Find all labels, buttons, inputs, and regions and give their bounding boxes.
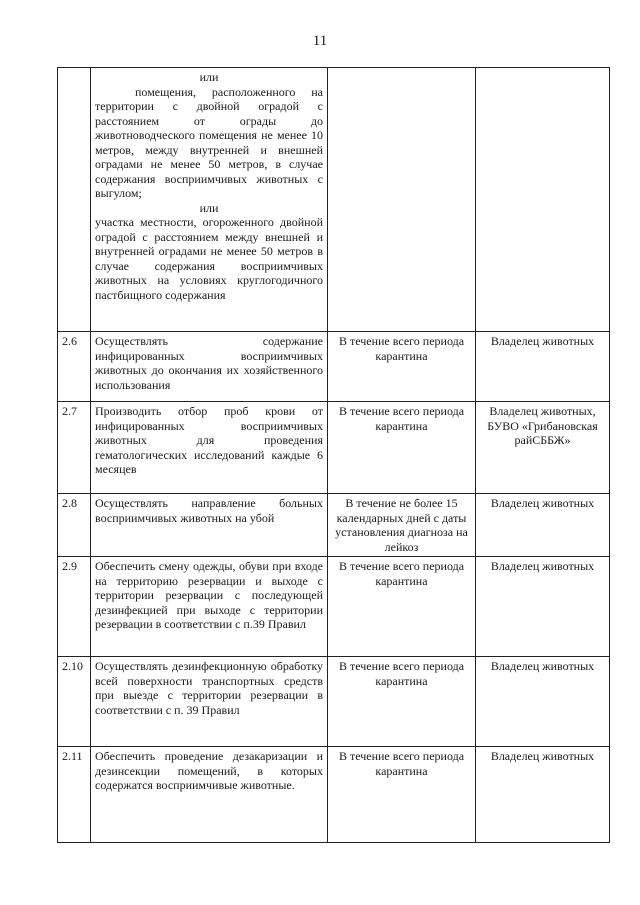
text-line: помещения, расположенного на территории с двойной оградой с расстоянием от ограды до животноводческого помещения не менее 10 метров, между внутренней и внешней оградами не менее 50 метров, в случае содержания восприимчивых животных с выгулом; bbox=[95, 84, 323, 200]
table-row bbox=[58, 402, 610, 494]
row-number-cell bbox=[58, 68, 91, 332]
responsible-cell: Владелец животных bbox=[476, 747, 610, 843]
term-cell bbox=[328, 68, 476, 332]
measure-cell: Обеспечить проведение дезакаризации и дезинсекции помещений, в которых содержатся восприимчивые животные. bbox=[91, 747, 328, 843]
term-cell: В течение всего периода карантина bbox=[328, 747, 476, 843]
text-line: участка местности, огороженного двойной оградой с расстоянием между внешней и внутренней оградами не менее 50 метров в случае содержания восприимчивых животных на условиях круглогодичного пастбищного содержания bbox=[95, 215, 323, 302]
text-line: или bbox=[199, 200, 219, 215]
responsible-cell: Владелец животных bbox=[476, 657, 610, 747]
measure-cell: Осуществлять направление больных восприимчивых животных на убой bbox=[91, 494, 328, 557]
table-row bbox=[58, 332, 610, 402]
term-cell: В течение всего периода карантина bbox=[328, 657, 476, 747]
row-number-cell: 2.7 bbox=[58, 402, 91, 494]
table-row bbox=[58, 557, 610, 657]
term-cell: В течение не более 15 календарных дней с даты установления диагноза на лейкоз bbox=[328, 494, 476, 557]
measure-cell: Осуществлять содержание инфицированных восприимчивых животных до окончания их хозяйственного использования bbox=[91, 332, 328, 402]
measure-cell: Осуществлять дезинфекционную обработку всей поверхности транспортных средств при выезде с территории резервации в соответствии с п. 39 Правил bbox=[91, 657, 328, 747]
table-row bbox=[58, 68, 610, 332]
measure-cell: Обеспечить смену одежды, обуви при входе на территорию резервации и выходе с территории резервации с последующей дезинфекцией при выходе с территории резервации в соответствии с п.39 Правил bbox=[91, 557, 328, 657]
responsible-cell bbox=[476, 68, 610, 332]
table-row bbox=[58, 494, 610, 557]
responsible-cell: Владелец животных, БУВО «Грибановская райСББЖ» bbox=[476, 402, 610, 494]
measure-cell bbox=[91, 68, 328, 332]
row-number-cell: 2.9 bbox=[58, 557, 91, 657]
row-number-cell: 2.11 bbox=[58, 747, 91, 843]
responsible-cell: Владелец животных bbox=[476, 494, 610, 557]
row-number-cell: 2.8 bbox=[58, 494, 91, 557]
measures-table bbox=[57, 67, 610, 843]
term-cell: В течение всего периода карантина bbox=[328, 557, 476, 657]
responsible-cell: Владелец животных bbox=[476, 557, 610, 657]
term-cell: В течение всего периода карантина bbox=[328, 332, 476, 402]
row-number-cell: 2.6 bbox=[58, 332, 91, 402]
table-row bbox=[58, 747, 610, 843]
row-number-cell: 2.10 bbox=[58, 657, 91, 747]
measure-cell: Производить отбор проб крови от инфицированных восприимчивых животных для проведения гематологических исследований каждые 6 месяцев bbox=[91, 402, 328, 494]
text-line: или bbox=[199, 70, 219, 84]
page-number: 11 bbox=[312, 33, 328, 49]
responsible-cell: Владелец животных bbox=[476, 332, 610, 402]
term-cell: В течение всего периода карантина bbox=[328, 402, 476, 494]
table-row bbox=[58, 657, 610, 747]
